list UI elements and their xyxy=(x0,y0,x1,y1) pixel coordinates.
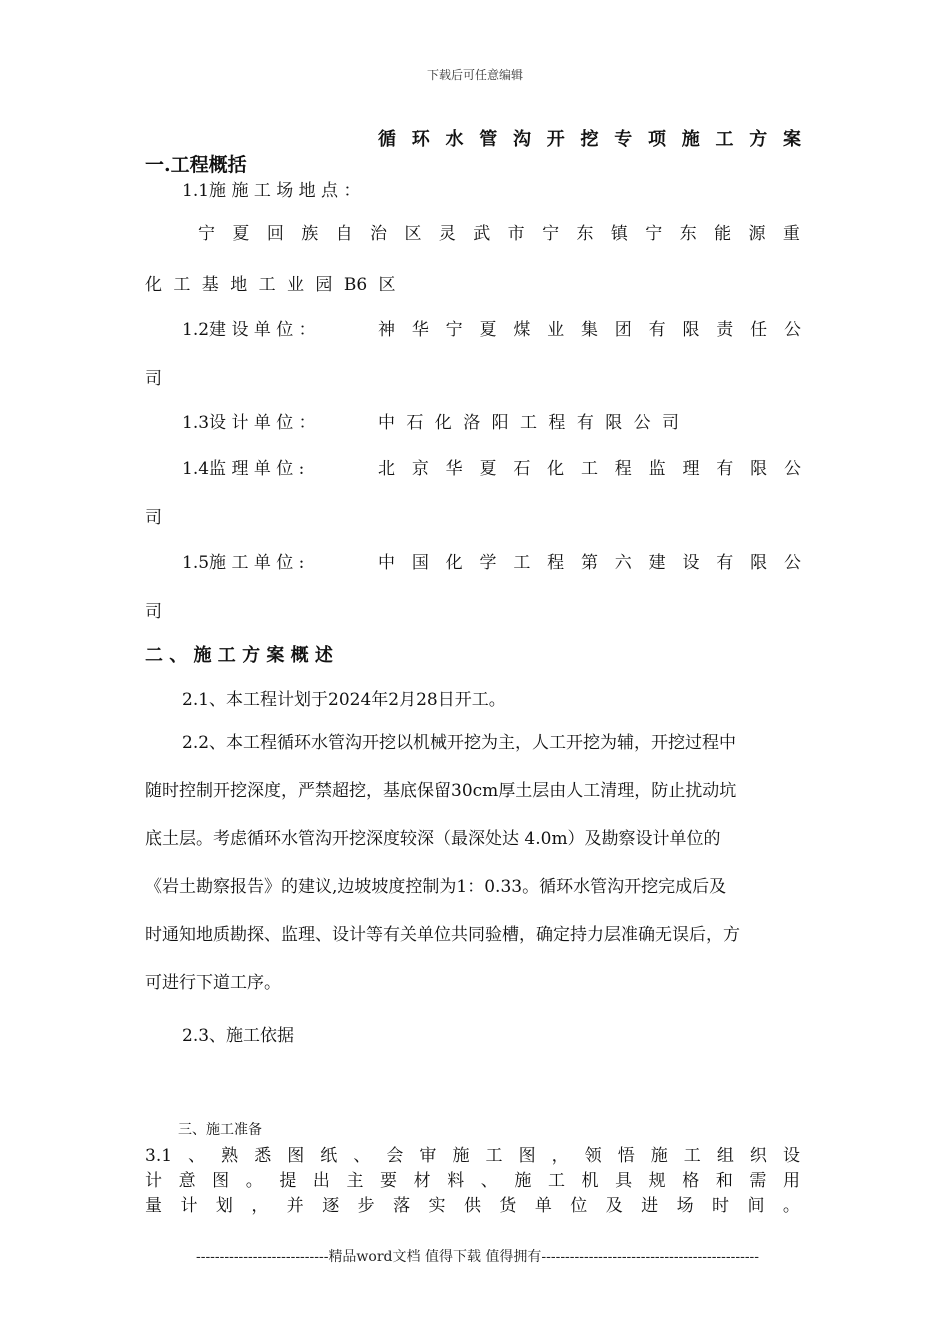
s1-4-label: 1.4监 理 单 位 : xyxy=(182,459,305,479)
section1-heading: 一.工程概括 xyxy=(145,154,247,176)
s2-2-line: 可进行下道工序。 xyxy=(145,973,281,993)
s1-1-label: 1.1施 施 工 场 地 点 ： xyxy=(182,181,361,201)
s2-2-line: 《岩土勘察报告》的建议,边坡坡度控制为1：0.33。循环水管沟开挖完成后及 xyxy=(145,877,727,897)
s1-1-address-line1: 宁 夏 回 族 自 治 区 灵 武 市 宁 东 镇 宁 东 能 源 重 xyxy=(198,224,800,244)
section3-heading: 三、施工准备 xyxy=(178,1122,262,1138)
s3-1-line: 量 计 划 ， 并 逐 步 落 实 供 货 单 位 及 进 场 时 间 。 xyxy=(145,1196,800,1216)
s1-2-label: 1.2建 设 单 位 ： xyxy=(182,320,316,340)
s2-2-paragraph xyxy=(145,719,815,1007)
s1-2-cont: 司 xyxy=(145,369,162,389)
s1-5-value: 中 国 化 学 工 程 第 六 建 设 有 限 公 xyxy=(378,553,801,573)
s1-4-cont: 司 xyxy=(145,508,162,528)
footer-banner: ----------------------------精品word文档 值得下载 值得拥有---------------------------------------------- xyxy=(195,1249,760,1265)
s1-5-cont: 司 xyxy=(145,602,162,622)
s3-1-line: 3.1 、 熟 悉 图 纸 、 会 审 施 工 图 ， 领 悟 施 工 组 织 设 xyxy=(145,1146,800,1166)
s2-2-line: 随时控制开挖深度，严禁超挖，基底保留30cm厚土层由人工清理，防止扰动坑 xyxy=(145,781,737,801)
s2-2-line: 2.2、本工程循环水管沟开挖以机械开挖为主，人工开挖为辅，开挖过程中 xyxy=(182,733,737,753)
document-title: 循 环 水 管 沟 开 挖 专 项 施 工 方 案 xyxy=(378,129,803,150)
s1-2-value: 神 华 宁 夏 煤 业 集 团 有 限 责 任 公 xyxy=(378,320,801,340)
header-note: 下载后可任意编辑 xyxy=(426,68,523,82)
s2-3: 2.3、施工依据 xyxy=(182,1026,295,1046)
s2-1: 2.1、本工程计划于2024年2月28日开工。 xyxy=(182,690,506,710)
s1-3-value: 中 石 化 洛 阳 工 程 有 限 公 司 xyxy=(378,413,680,433)
s1-3-label: 1.3设 计 单 位 ： xyxy=(182,413,316,433)
s3-1-line: 计 意 图 。 提 出 主 要 材 料 、 施 工 机 具 规 格 和 需 用 xyxy=(145,1171,800,1191)
section2-heading: 二 、 施 工 方 案 概 述 xyxy=(145,645,333,666)
s1-5-label: 1.5施 工 单 位 : xyxy=(182,553,305,573)
s1-1-address-line2: 化 工 基 地 工 业 园 B6 区 xyxy=(145,275,396,295)
s2-2-line: 底土层。考虑循环水管沟开挖深度较深（最深处达 4.0m）及勘察设计单位的 xyxy=(145,829,721,849)
s1-4-value: 北 京 华 夏 石 化 工 程 监 理 有 限 公 xyxy=(378,459,801,479)
s2-2-line: 时通知地质勘探、监理、设计等有关单位共同验槽，确定持力层准确无误后，方 xyxy=(145,925,740,945)
